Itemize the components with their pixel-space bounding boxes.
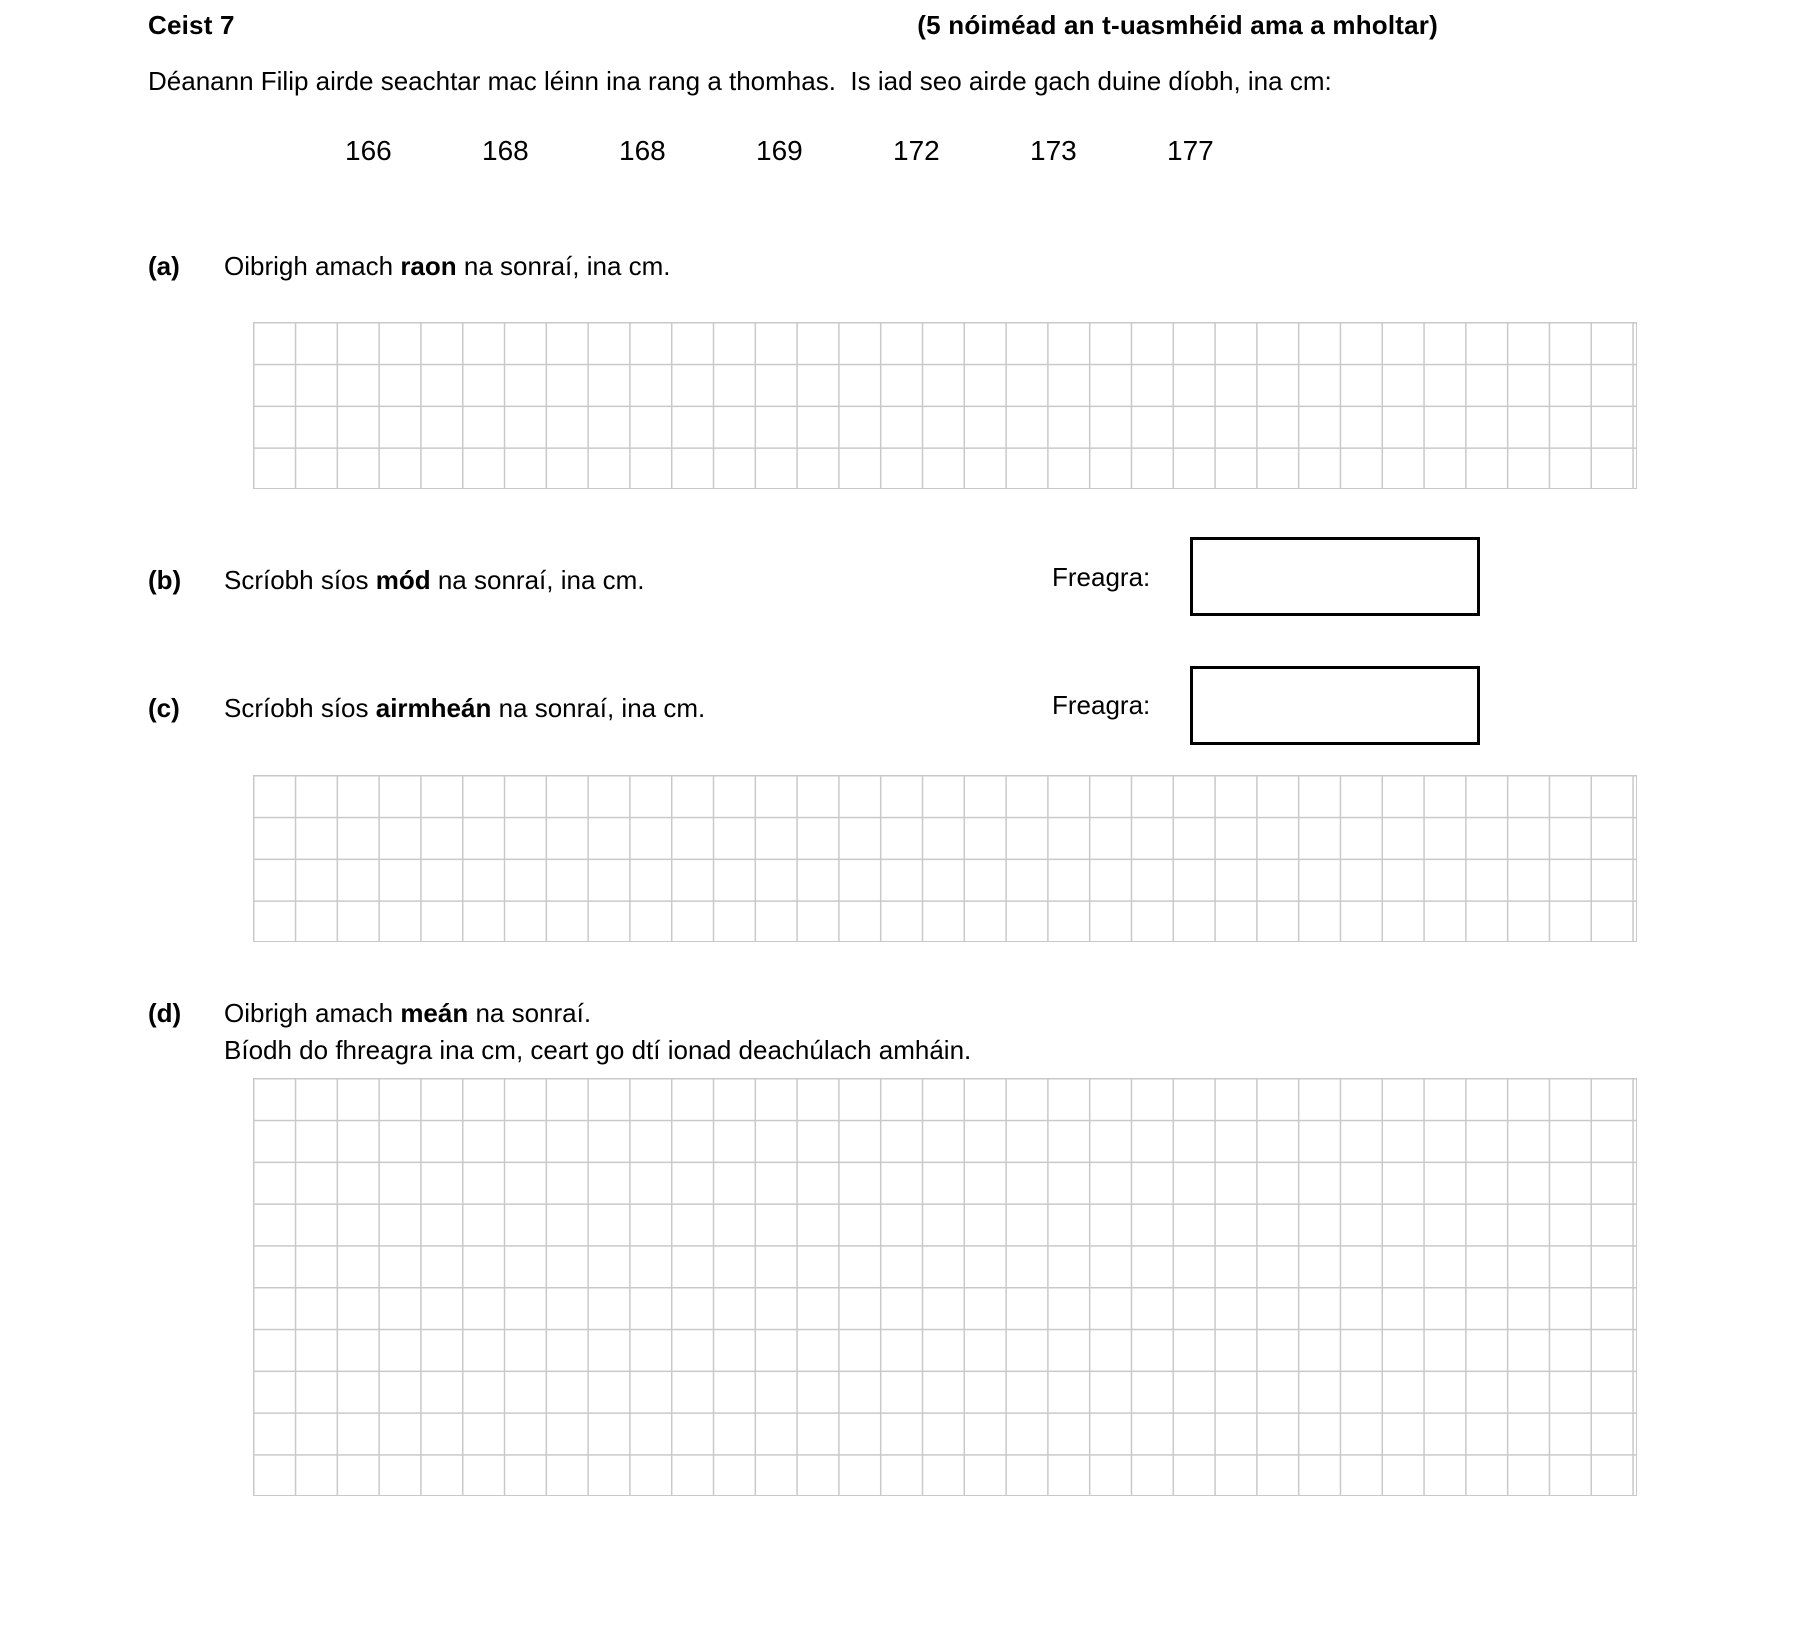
part-a-text-after: na sonraí, ina cm.	[456, 251, 671, 281]
part-a-keyword: raon	[400, 251, 457, 281]
work-grid-a[interactable]	[253, 322, 1637, 489]
data-value: 168	[482, 135, 529, 166]
part-c-text	[224, 690, 705, 727]
part-c	[148, 690, 705, 727]
data-value: 166	[345, 135, 392, 166]
time-allocation-note: (5 nóiméad an t-uasmhéid ama a mholtar)	[917, 10, 1438, 40]
part-c-keyword: airmheán	[375, 693, 492, 723]
part-d	[148, 995, 971, 1069]
part-b	[148, 562, 645, 599]
data-value: 172	[893, 135, 940, 166]
part-d-text-before: Oibrigh amach	[224, 998, 401, 1028]
part-d-label: (d)	[148, 998, 182, 1028]
data-values-list	[345, 135, 1304, 167]
part-a-label: (a)	[148, 251, 180, 281]
part-a	[148, 248, 671, 285]
part-d-text-line2: Bíodh do fhreagra ina cm, ceart go dtí ionad deachúlach amháin.	[224, 1035, 972, 1065]
part-c-answer-box[interactable]	[1190, 666, 1480, 745]
part-b-text	[224, 562, 645, 599]
part-b-label: (b)	[148, 565, 182, 595]
part-d-text-after: na sonraí.	[468, 998, 592, 1028]
data-value: 177	[1167, 135, 1214, 166]
part-b-answer-box[interactable]	[1190, 537, 1480, 616]
part-d-text	[224, 995, 971, 1069]
work-grid-d[interactable]	[253, 1078, 1637, 1496]
page-title: Ceist 7	[148, 10, 235, 40]
part-b-text-after: na sonraí, ina cm.	[430, 565, 645, 595]
data-value: 168	[619, 135, 666, 166]
part-b-keyword: mód	[375, 565, 431, 595]
part-d-text-line1	[224, 998, 591, 1028]
part-a-text-before: Oibrigh amach	[224, 251, 401, 281]
part-b-answer-label: Freagra:	[1052, 562, 1151, 592]
part-c-text-before: Scríobh síos	[224, 693, 376, 723]
part-a-text	[224, 248, 671, 285]
data-value: 169	[756, 135, 803, 166]
work-grid-c[interactable]	[253, 775, 1637, 942]
question-header	[148, 10, 1438, 41]
data-value: 173	[1030, 135, 1077, 166]
part-b-text-before: Scríobh síos	[224, 565, 376, 595]
question-intro-text: Déanann Filip airde seachtar mac léinn ina rang a thomhas. Is iad seo airde gach duine díobh, ina cm:	[148, 66, 1332, 96]
part-c-answer-label: Freagra:	[1052, 690, 1151, 720]
part-c-label: (c)	[148, 693, 180, 723]
part-c-text-after: na sonraí, ina cm.	[491, 693, 706, 723]
part-d-keyword: meán	[400, 998, 469, 1028]
